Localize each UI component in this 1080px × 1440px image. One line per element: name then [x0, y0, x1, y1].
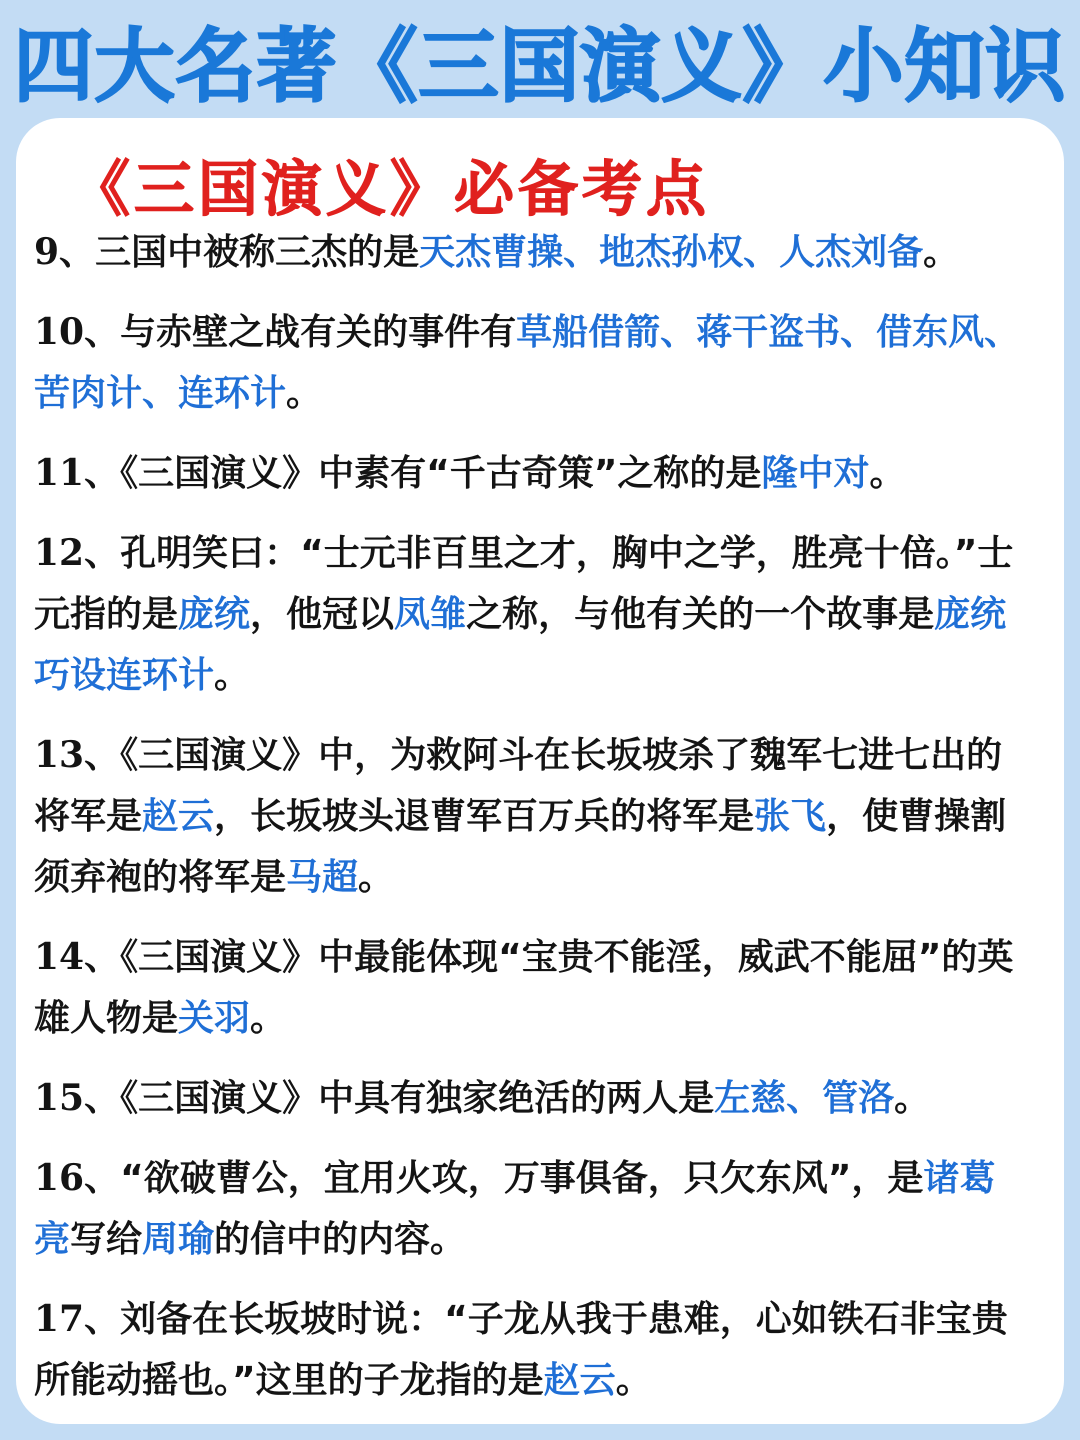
knowledge-item: [34, 523, 1024, 706]
item-text: 写给: [70, 1219, 143, 1260]
item-text: 。: [286, 373, 323, 414]
item-text: 的信中的内容。: [214, 1219, 467, 1260]
knowledge-item: [34, 302, 1024, 424]
knowledge-list: [34, 222, 1024, 1430]
item-text: 。: [214, 655, 251, 696]
answer-highlight: 庞统巧设连环计: [34, 594, 1007, 696]
answer-highlight: 诸葛亮: [34, 1158, 996, 1260]
item-text: 。: [250, 998, 287, 1039]
item-text: 。: [358, 857, 395, 898]
item-number: 17、: [34, 1298, 121, 1340]
item-text: 《三国演义》中，为救阿斗在长坂坡杀了魏军七进七出的将军是: [34, 735, 1003, 837]
item-text: 与赤壁之战有关的事件有: [120, 312, 517, 353]
answer-highlight: 草船借箭、蒋干盗书、借东风、苦肉计、连环计: [34, 312, 1021, 414]
title-banner: [0, 0, 1080, 118]
knowledge-item: [34, 443, 1024, 504]
item-text: 。: [894, 1078, 931, 1119]
item-text: 。: [923, 232, 960, 273]
item-number: 10、: [34, 311, 121, 353]
answer-highlight: 张飞: [754, 796, 827, 837]
answer-highlight: 庞统: [178, 594, 251, 635]
item-text: 《三国演义》中具有独家绝活的两人是: [120, 1078, 715, 1119]
knowledge-item: [34, 1148, 1024, 1270]
item-text: 《三国演义》中素有“千古奇策”之称的是: [120, 453, 762, 494]
item-number: 11、: [34, 452, 121, 494]
page-title: 四大名著《三国演义》小知识: [13, 19, 1067, 113]
item-text: 刘备在长坂坡时说：“子龙从我于患难，心如铁石非宝贵所能动摇也。”这里的子龙指的是: [34, 1299, 1008, 1401]
item-text: ，长坂坡头退曹军百万兵的将军是: [214, 796, 755, 837]
item-number: 15、: [34, 1077, 121, 1119]
item-text: 三国中被称三杰的是: [95, 232, 420, 273]
knowledge-item: [34, 1068, 1024, 1129]
knowledge-item: [34, 222, 1024, 283]
answer-highlight: 隆中对: [761, 453, 870, 494]
knowledge-item: [34, 1289, 1024, 1411]
answer-highlight: 赵云: [543, 1360, 616, 1401]
section-subtitle: 《三国演义》必备考点: [70, 155, 710, 225]
answer-highlight: 左慈、管洛: [714, 1078, 895, 1119]
item-text: 。: [869, 453, 906, 494]
answer-highlight: 天杰曹操、地杰孙权、人杰刘备: [419, 232, 924, 273]
item-text: 。: [615, 1360, 652, 1401]
answer-highlight: 关羽: [178, 998, 251, 1039]
answer-highlight: 周瑜: [142, 1219, 215, 1260]
item-text: ，使曹操割须弃袍的将军是: [34, 796, 1007, 898]
item-text: 《三国演义》中最能体现“宝贵不能淫，威武不能屈”的英雄人物是: [34, 937, 1014, 1039]
answer-highlight: 赵云: [142, 796, 215, 837]
answer-highlight: 凤雏: [394, 594, 467, 635]
item-number: 9、: [34, 231, 96, 273]
knowledge-item: [34, 725, 1024, 908]
item-number: 13、: [34, 734, 121, 776]
item-number: 14、: [34, 936, 121, 978]
item-text: 孔明笑曰：“士元非百里之才，胸中之学，胜亮十倍。”士元指的是: [34, 533, 1014, 635]
item-number: 16、: [34, 1157, 121, 1199]
answer-highlight: 马超: [286, 857, 359, 898]
item-text: “欲破曹公，宜用火攻，万事俱备，只欠东风”，是: [120, 1158, 924, 1199]
item-number: 12、: [34, 532, 121, 574]
item-text: ，他冠以: [250, 594, 395, 635]
knowledge-item: [34, 927, 1024, 1049]
item-text: 之称，与他有关的一个故事是: [466, 594, 935, 635]
